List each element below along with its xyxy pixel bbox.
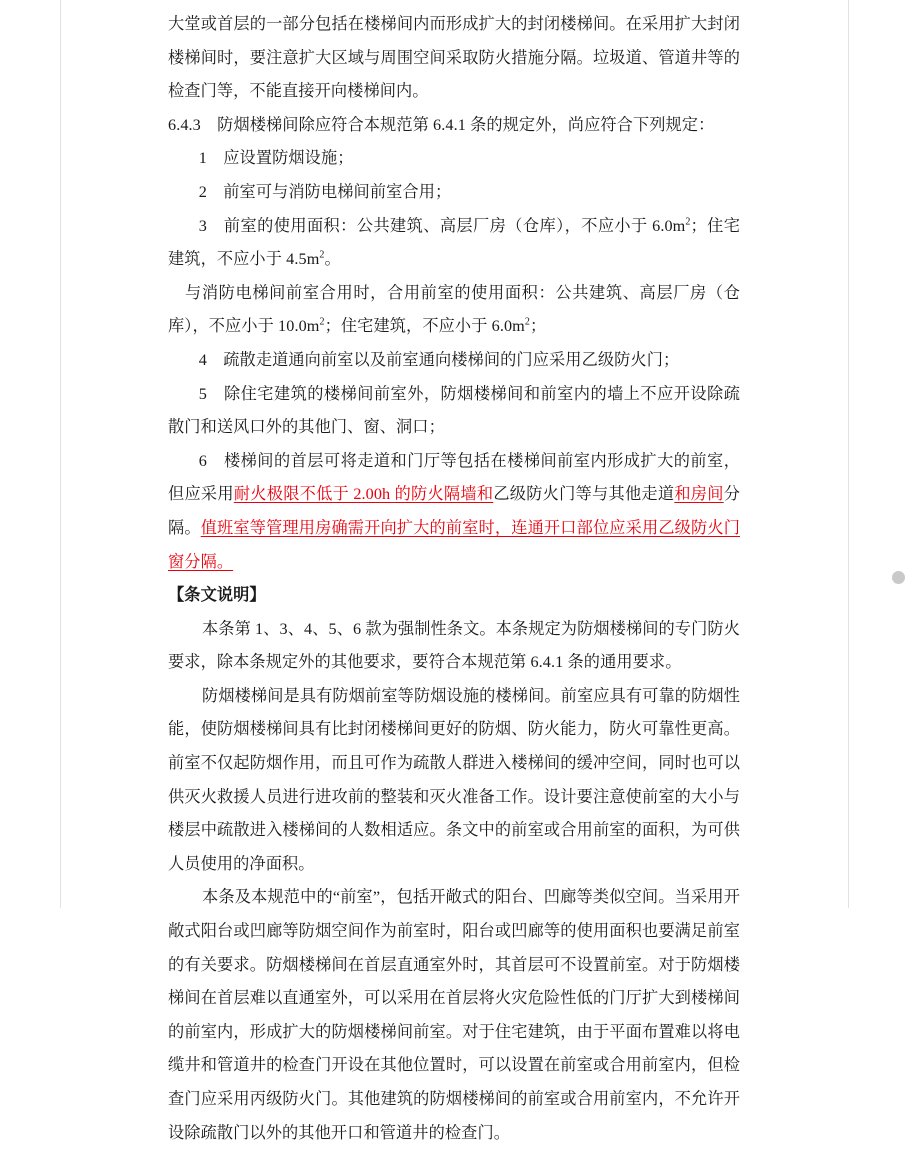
paragraph xyxy=(168,881,740,1150)
paragraph xyxy=(168,680,740,882)
paragraph xyxy=(168,378,740,445)
revised-text-highlight: 和房间 xyxy=(674,485,724,504)
section-heading-label: 【条文说明】 xyxy=(168,586,266,605)
text-run: 2 前室可与消防电梯间前室合用； xyxy=(198,182,452,201)
text-run: ；住宅建筑，不应小于 4.5m xyxy=(168,216,740,269)
text-run: 防烟楼梯间是具有防烟前室等防烟设施的楼梯间。前室应具有可靠的防烟性能，使防烟楼梯间具有比封闭楼梯间更好的防烟、防火能力，防火可靠性更高。前室不仅起防烟作用，而且可作为疏散人群进入楼梯间的缓冲空间，同时也可以供灭火救援人员进行进攻前的整装和灭火准备工作。设计要注意使前室的大小与楼层中疏散进入楼梯间的人数相适应。条文中的前室或合用前室的面积，为可供人员使用的净面积。 xyxy=(168,686,740,873)
paragraph xyxy=(168,8,740,109)
text-run: 4 疏散走道通向前室以及前室通向楼梯间的门应采用乙级防火门； xyxy=(198,350,680,369)
paragraph xyxy=(168,210,740,277)
text-run: 分隔。 xyxy=(168,485,740,537)
superscript-unit: 2 xyxy=(524,316,530,328)
paragraph xyxy=(168,142,740,176)
text-run: 6 楼梯间的首层可将走道和门厅等包括在楼梯间前室内形成扩大的前室，但应采用 xyxy=(168,451,740,504)
revised-text-highlight: 耐火极限不低于 2.00h 的防火隔墙和 xyxy=(233,485,494,504)
paragraph xyxy=(168,445,740,579)
text-run: 本条及本规范中的“前室”，包括开敞式的阳台、凹廊等类似空间。当采用开敞式阳台或凹廊等防烟空间作为前室时，阳台或凹廊等的使用面积也要满足前室的有关要求。防烟楼梯间在首层直通室外时，其首层可不设置前室。对于防烟楼梯间在首层难以直通室外，可以采用在首层将火灾危险性低的门厅扩大到楼梯间的前室内，形成扩大的防烟楼梯间前室。对于住宅建筑，由于平面布置难以将电缆井和管道井的检查门开设在其他位置时，可以设置在前室或合用前室内，但检查门应采用丙级防火门。其他建筑的防烟楼梯间的前室或合用前室内，不允许开设除疏散门以外的其他开口和管道井的检查门。 xyxy=(168,888,740,1142)
document-text-column xyxy=(168,0,740,1150)
scrollbar-handle[interactable] xyxy=(892,571,905,584)
paragraph xyxy=(168,176,740,210)
paragraph-list xyxy=(168,8,740,1150)
text-run: 3 前室的使用面积：公共建筑、高层厂房（仓库），不应小于 6.0m xyxy=(198,216,686,235)
text-run: ； xyxy=(529,317,547,336)
paragraph xyxy=(168,579,740,613)
page-right-margin-rule xyxy=(848,0,849,908)
paragraph xyxy=(168,277,740,344)
text-run: 6.4.3 防烟楼梯间除应符合本规范第 6.4.1 条的规定外，尚应符合下列规定： xyxy=(168,115,715,134)
superscript-unit: 2 xyxy=(319,316,325,328)
text-run: 与消防电梯间前室合用时，合用前室的使用面积：公共建筑、高层厂房（仓库），不应小于 10.0m xyxy=(168,283,740,336)
text-run: ；住宅建筑，不应小于 6.0m xyxy=(324,317,525,336)
paragraph xyxy=(168,613,740,680)
superscript-unit: 2 xyxy=(685,216,691,228)
page-left-margin-rule xyxy=(60,0,61,908)
text-run: 5 除住宅建筑的楼梯间前室外，防烟楼梯间和前室内的墙上不应开设除疏散门和送风口外的其他门、窗、洞口； xyxy=(168,384,740,437)
paragraph xyxy=(168,344,740,378)
text-run: 大堂或首层的一部分包括在楼梯间内而形成扩大的封闭楼梯间。在采用扩大封闭楼梯间时，要注意扩大区域与周围空间采取防火措施分隔。垃圾道、管道井等的检查门等，不能直接开向楼梯间内。 xyxy=(168,15,740,101)
text-run: 本条第 1、3、4、5、6 款为强制性条文。本条规定为防烟楼梯间的专门防火要求，除本条规定外的其他要求，要符合本规范第 6.4.1 条的通用要求。 xyxy=(168,619,740,672)
revised-text-highlight: 值班室等管理用房确需开向扩大的前室时，连通开口部位应采用乙级防火门窗分隔。 xyxy=(168,518,740,571)
text-run: 乙级防火门等与其他走道 xyxy=(493,485,675,504)
superscript-unit: 2 xyxy=(319,249,325,261)
paragraph xyxy=(168,109,740,143)
text-run: 。 xyxy=(324,250,341,269)
text-run: 1 应设置防烟设施； xyxy=(198,149,354,168)
